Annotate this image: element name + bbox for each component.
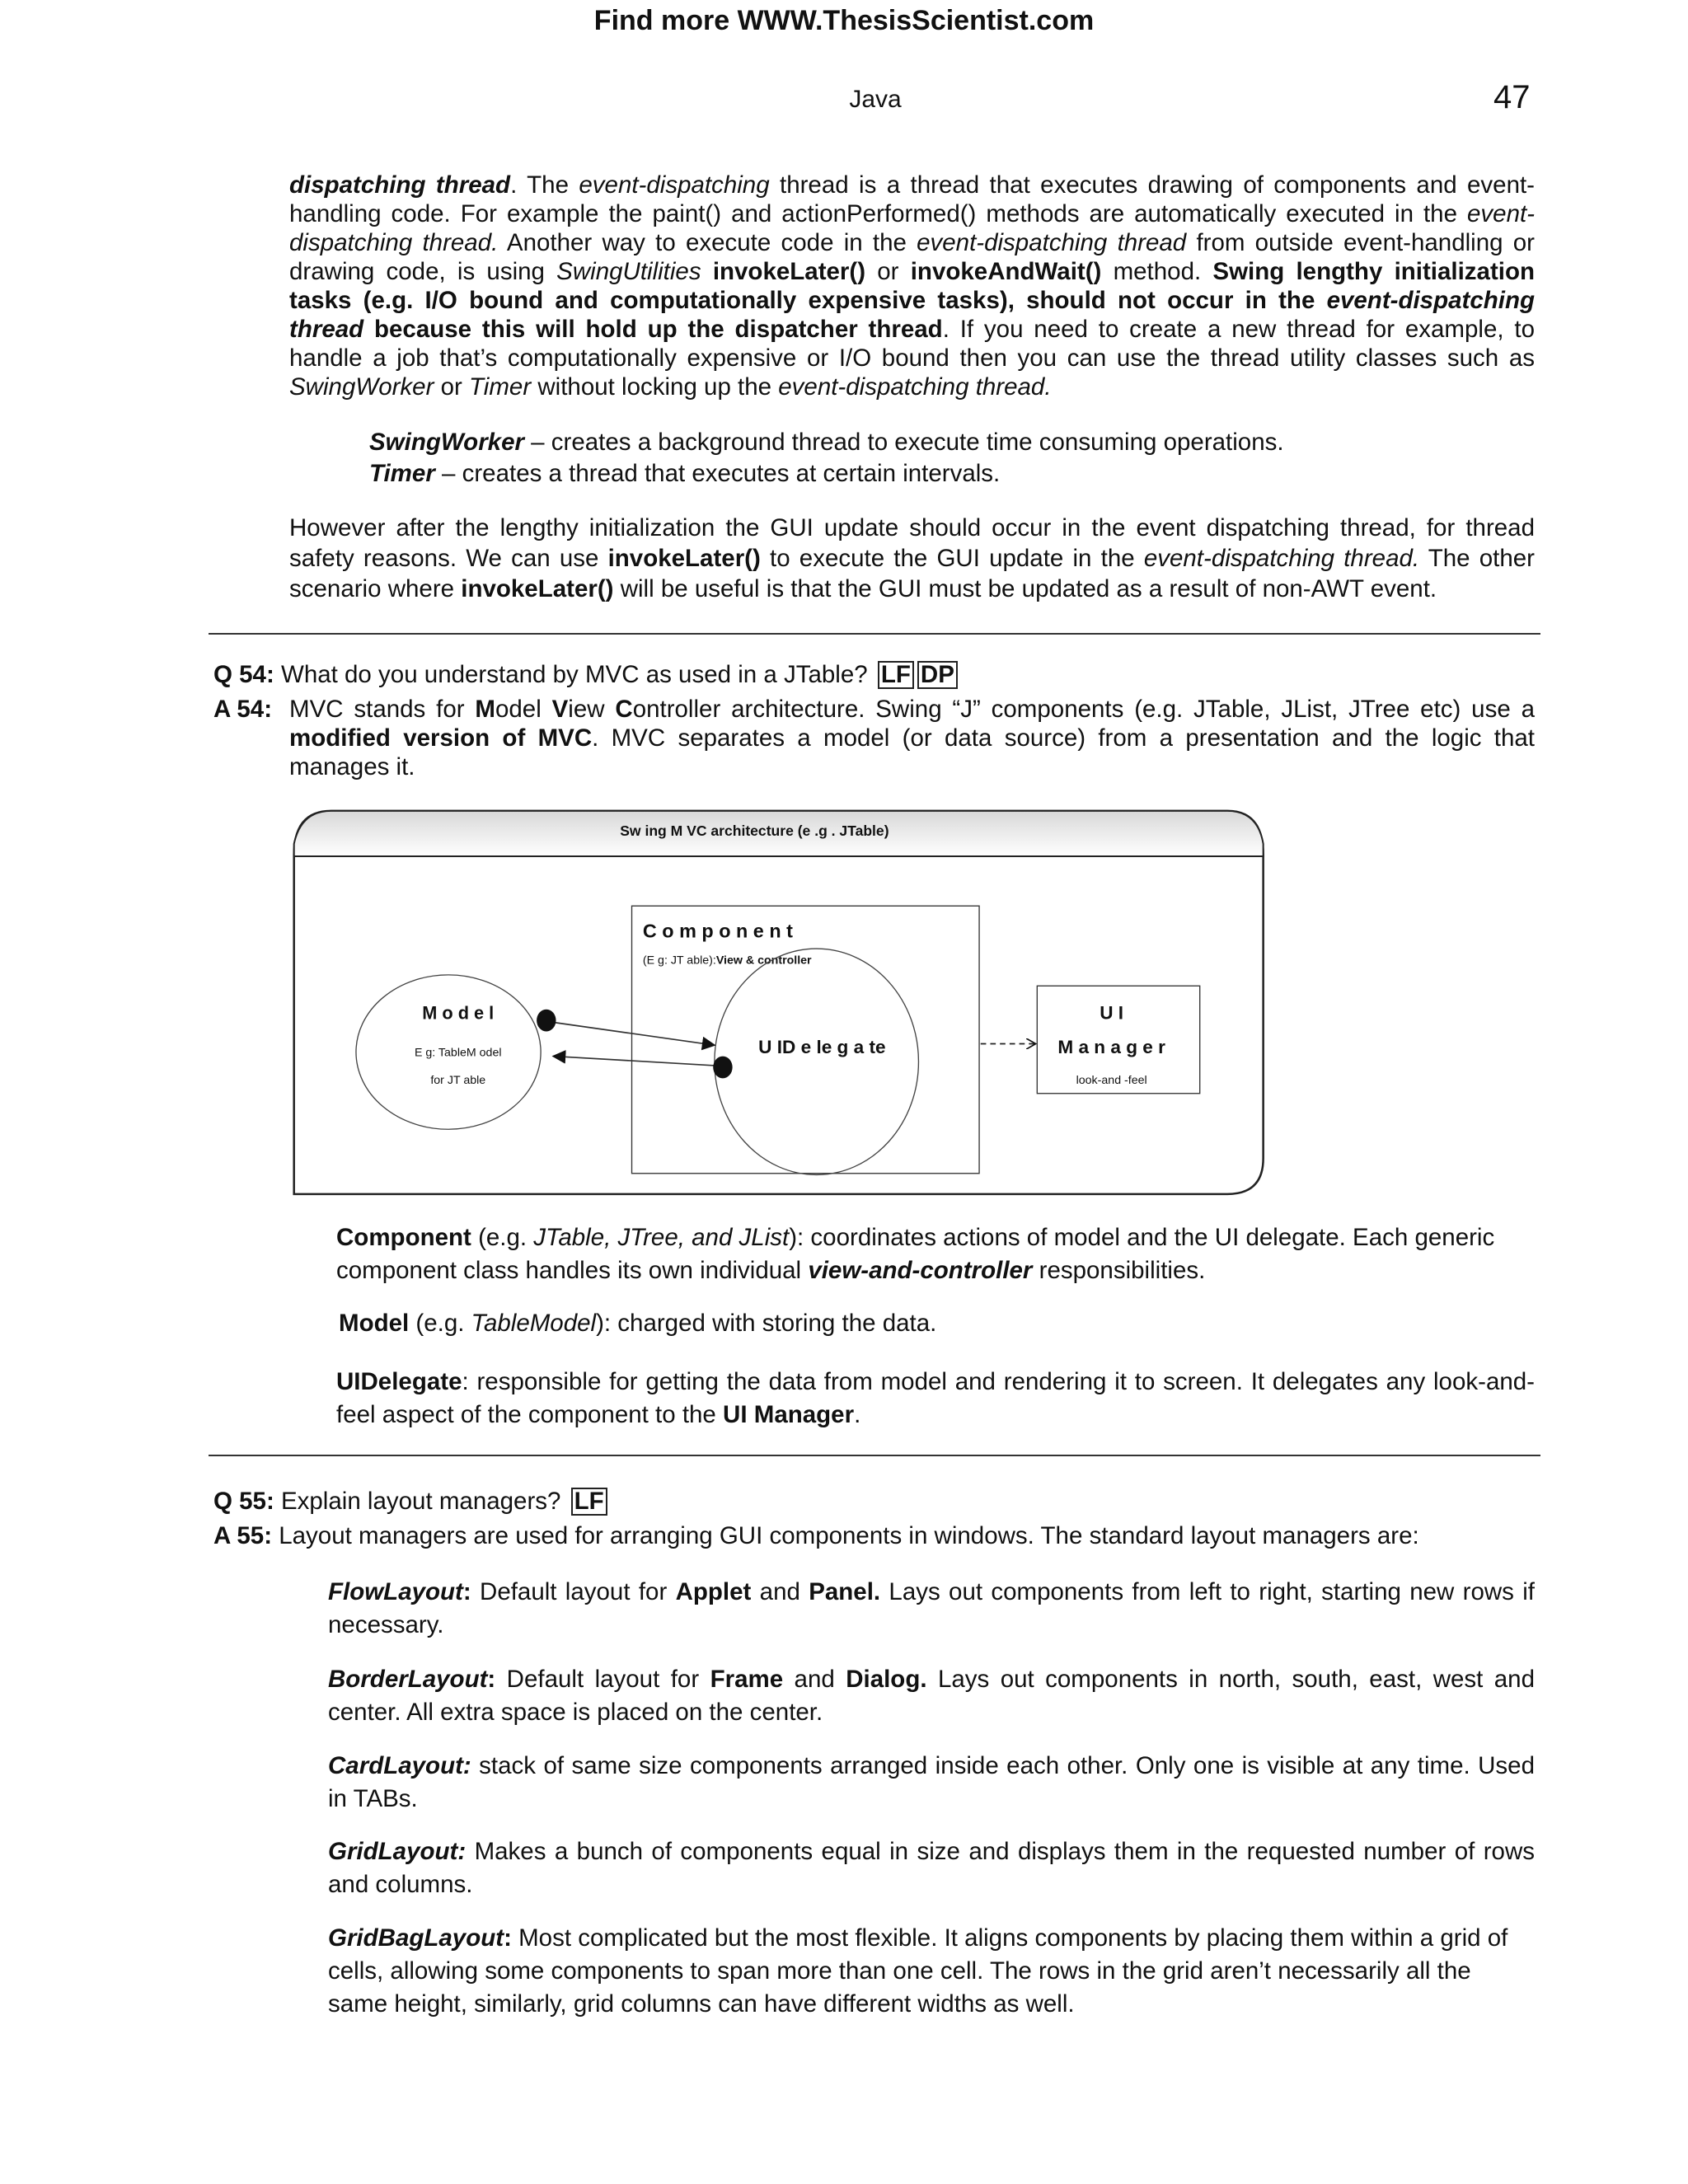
text-run: – creates a background thread to execute time consuming operations. xyxy=(523,429,1284,456)
text-run: (e.g. xyxy=(471,1224,534,1251)
text-run: : xyxy=(487,1666,496,1693)
question-text: What do you understand by MVC as used in a JTable? xyxy=(274,661,868,688)
text-run: because this will hold up the dispatcher thread xyxy=(363,316,943,343)
answer-label: A 54: xyxy=(213,696,273,723)
question-label: Q 55: xyxy=(213,1488,274,1515)
text-run: thread is a thread that executes drawing of components and event-handling code. For example the paint() and actionPerformed() methods are automatically executed in the xyxy=(289,171,1536,227)
text-run: : xyxy=(504,1924,512,1952)
flowlayout-item xyxy=(328,1576,1535,1642)
text-run: invokeLater() xyxy=(607,545,761,572)
answer-label: A 55: xyxy=(213,1522,273,1549)
text-run: view-and-controller xyxy=(808,1257,1033,1284)
text-run: Lays out components from left to right, starting new rows if necessary. xyxy=(328,1578,1535,1638)
model-description xyxy=(339,1309,936,1338)
mvc-diagram xyxy=(288,805,1266,1198)
tag-badge: LF xyxy=(878,661,914,689)
answer-text xyxy=(272,1522,1419,1549)
text-run: MVC stands for xyxy=(289,696,476,723)
text-run: or xyxy=(434,373,470,401)
text-run: . xyxy=(854,1401,861,1428)
cardlayout-item xyxy=(328,1750,1535,1816)
model-line1: E g: TableM odel xyxy=(414,1046,502,1060)
text-run: and xyxy=(783,1666,846,1693)
timer-item xyxy=(369,459,1000,488)
text-run: Lays out components in north, south, east, west and center. All extra space is placed on the center. xyxy=(328,1666,1535,1726)
tag-badge: LF xyxy=(571,1488,607,1516)
text-run: responsibilities. xyxy=(1032,1257,1206,1284)
text-run: . The xyxy=(510,171,579,199)
text-run: Dialog. xyxy=(846,1666,927,1693)
text-run: ontroller architecture. Swing “J” components (e.g. JTable, JList, JTree etc) use a xyxy=(632,696,1535,723)
text-run: SwingWorker xyxy=(289,373,434,401)
text-run: Component xyxy=(336,1224,471,1251)
borderlayout-item xyxy=(328,1663,1535,1729)
text-run: CardLayout: xyxy=(328,1752,471,1779)
ui-delegate-title: U ID e le g a te xyxy=(758,1037,886,1058)
text-run: GridBagLayout xyxy=(328,1924,504,1952)
text-run: Applet xyxy=(675,1578,752,1605)
paragraph-invokelater xyxy=(289,513,1535,604)
text-run: to execute the GUI update in the xyxy=(760,545,1144,572)
text-run: SwingUtilities xyxy=(556,258,701,285)
text-run: Most complicated but the most flexible. It aligns components by placing them within a grid of cells, allowing some components to span more than one cell. The rows in the grid aren’t necessarily all the same height, similarly, grid columns can have different widths as well. xyxy=(328,1924,1508,2018)
answer-54-label xyxy=(213,695,272,724)
text-run: stack of same size components arranged inside each other. Only one is visible at any time. Used in TABs. xyxy=(328,1752,1535,1812)
text-run: event-dispatching thread xyxy=(289,287,1535,343)
text-run: : responsible for getting the data from model and rendering it to screen. It delegates any look-and-feel aspect of the component to the xyxy=(336,1368,1535,1428)
text-run: The other scenario where xyxy=(289,545,1535,602)
ui-manager-title1: U I xyxy=(1100,1002,1124,1024)
text-run: dispatching thread xyxy=(289,171,511,199)
text-run: Swing lengthy initialization tasks (e.g. I/O bound and computationally expensive tasks), should not occur in the xyxy=(289,258,1536,314)
text-run: . MVC separates a model (or data source) from a presentation and the logic that manages it. xyxy=(289,724,1535,780)
uidelegate-description xyxy=(336,1366,1535,1432)
model-line2: for JT able xyxy=(430,1074,486,1088)
component-title: C o m p o n e n t xyxy=(642,920,793,942)
text-run: GridLayout: xyxy=(328,1838,467,1865)
text-run: event-dispatching thread. xyxy=(289,200,1535,256)
text-run: – creates a thread that executes at certain intervals. xyxy=(434,460,1001,487)
text-run: SwingWorker xyxy=(369,429,524,456)
text-run: V xyxy=(551,696,569,723)
text-run: invokeAndWait() xyxy=(910,258,1102,285)
gridlayout-item xyxy=(328,1835,1535,1901)
page-number: 47 xyxy=(1493,79,1531,115)
text-run: Layout managers are used for arranging GUI components in windows. The standard layout managers are: xyxy=(272,1522,1419,1549)
text-run: (e.g. xyxy=(409,1310,471,1337)
text-run: FlowLayout xyxy=(328,1578,463,1605)
text-run: or xyxy=(865,258,911,285)
text-run: event-dispatching xyxy=(579,171,770,199)
component-subtitle: (E g: JT able):View & controller xyxy=(642,954,812,968)
text-run: However after the lengthy initialization the GUI update should occur in the event dispatching thread, for thread safety reasons. We can use xyxy=(289,514,1535,572)
connector-dot xyxy=(713,1057,732,1079)
text-run: ): charged with storing the data. xyxy=(596,1310,937,1337)
connector-dot xyxy=(537,1010,556,1032)
text-run: Model xyxy=(339,1310,410,1337)
divider xyxy=(209,1455,1540,1456)
text-run: Timer xyxy=(469,373,532,401)
paragraph-event-dispatching xyxy=(289,171,1535,401)
text-run xyxy=(701,258,713,285)
question-text: Explain layout managers? xyxy=(274,1488,561,1515)
diagram-title: Sw ing M VC architecture (e .g . JTable) xyxy=(620,822,889,839)
running-header-title: Java xyxy=(849,86,902,113)
banner: Find more WWW.ThesisScientist.com xyxy=(593,5,1095,36)
gridbaglayout-item xyxy=(328,1922,1535,2021)
component-description xyxy=(336,1221,1531,1287)
text-run: from outside event-handling or drawing code, is using xyxy=(289,229,1535,285)
text-run: modified version of MVC xyxy=(289,724,593,752)
text-run: and xyxy=(751,1578,809,1605)
text-run: Default layout for xyxy=(471,1578,676,1605)
text-run: JTable, JTree, and JList xyxy=(533,1224,790,1251)
text-run: iew xyxy=(568,696,616,723)
text-run: UI Manager xyxy=(723,1401,855,1428)
text-run: ): coordinates actions of model and the UI delegate. Each generic component class handles its own individual xyxy=(336,1224,1495,1284)
text-run: Another way to execute code in the xyxy=(498,229,917,256)
text-run: invokeLater() xyxy=(461,575,614,602)
text-run: invokeLater() xyxy=(712,258,866,285)
text-run: Makes a bunch of components equal in size and displays them in the requested number of rows and columns. xyxy=(328,1838,1535,1898)
text-run: will be useful is that the GUI must be updated as a result of non-AWT event. xyxy=(613,575,1437,602)
ui-manager-subtitle: look-and -feel xyxy=(1076,1074,1147,1088)
question-55 xyxy=(213,1487,607,1516)
divider xyxy=(209,633,1540,635)
answer-54-text xyxy=(289,695,1535,781)
text-run: event-dispatching thread xyxy=(917,229,1187,256)
text-run: Default layout for xyxy=(495,1666,710,1693)
text-run: M xyxy=(475,696,495,723)
ui-manager-title2: M a n a g e r xyxy=(1057,1037,1165,1058)
text-run: event-dispatching thread. xyxy=(1143,545,1420,572)
text-run: TableModel xyxy=(471,1310,597,1337)
text-run: without locking up the xyxy=(531,373,779,401)
text-run: odel xyxy=(495,696,552,723)
text-run: C xyxy=(615,696,633,723)
question-label: Q 54: xyxy=(213,661,274,688)
tag-badge: DP xyxy=(917,661,958,689)
question-54 xyxy=(213,660,958,689)
text-run: event-dispatching thread. xyxy=(778,373,1052,401)
text-run: . If you need to create a new thread for example, to handle a job that’s computationally expensive or I/O bound then you can use the thread utility classes such as xyxy=(289,316,1535,372)
text-run: Panel. xyxy=(809,1578,881,1605)
model-title: M o d e l xyxy=(422,1002,495,1024)
answer-55 xyxy=(213,1521,1419,1550)
swingworker-item xyxy=(369,428,1284,457)
text-run: Timer xyxy=(369,460,435,487)
text-run: : xyxy=(462,1578,471,1605)
text-run: UIDelegate xyxy=(336,1368,462,1395)
text-run: method. xyxy=(1101,258,1213,285)
text-run: BorderLayout xyxy=(328,1666,488,1693)
text-run: Frame xyxy=(710,1666,784,1693)
